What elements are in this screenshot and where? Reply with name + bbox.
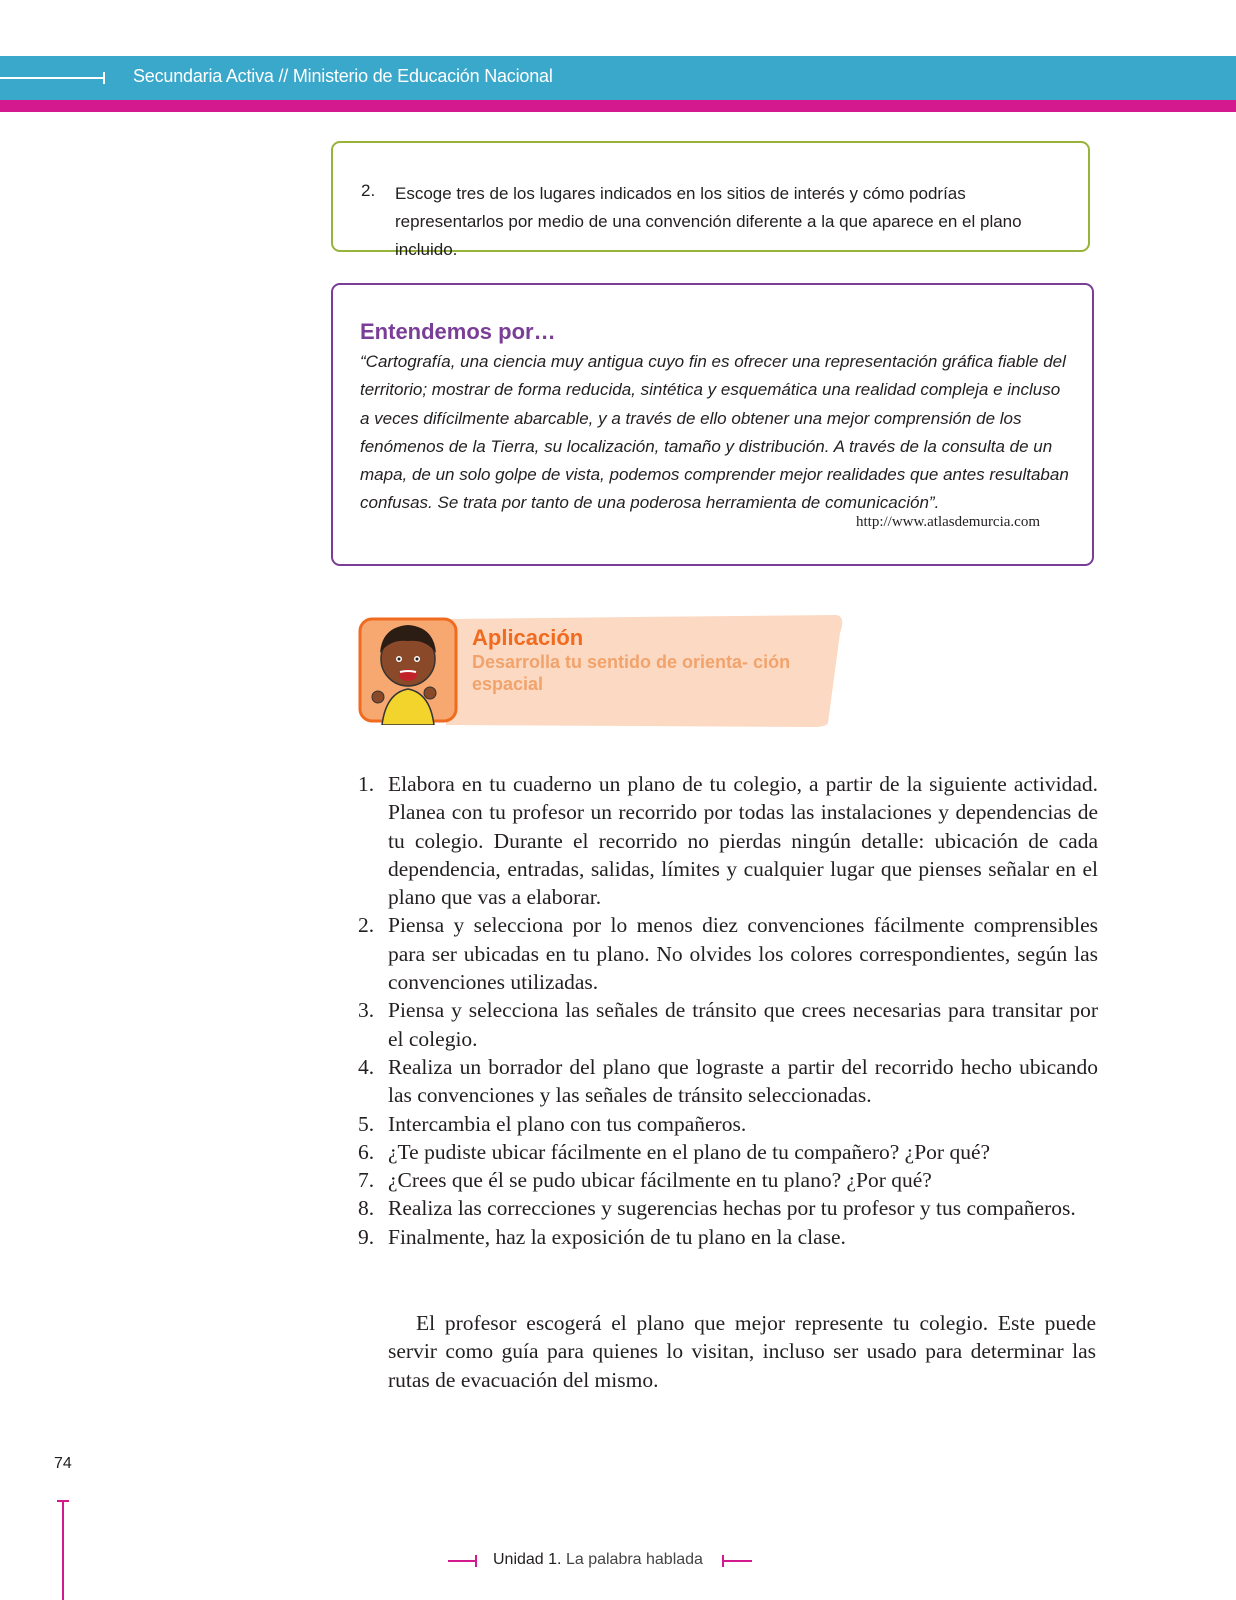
- list-item-text: Piensa y selecciona las señales de tránsito que crees necesarias para transitar por el colegio.: [388, 998, 1098, 1051]
- list-item: [358, 1138, 1098, 1166]
- list-item-text: Realiza las correcciones y sugerencias hechas por tu profesor y tus compañeros.: [388, 1196, 1076, 1221]
- definition-source: http://www.atlasdemurcia.com: [856, 514, 1040, 530]
- definition-quote: “Cartografía, una ciencia muy antigua cuyo fin es ofrecer una representación gráfica fiable del territorio; mostrar de forma reducida, sintética y esquemática una realidad compleja e incluso a veces difícilmente abarcable, y a través de ello obtener una mejor comprensión de los fenómenos de la Tierra, su localización, tamaño y distribución. A través de la consulta de un mapa, de un solo golpe de vista, podemos comprender mejor realidades que antes resultaban confusas. Se trata por tanto de una poderosa herramienta de comunicación”.: [360, 352, 1069, 513]
- activity-box: [331, 141, 1090, 259]
- list-item-number: 6.: [358, 1139, 375, 1164]
- list-item: [358, 911, 1098, 996]
- list-item-number: 5.: [358, 1111, 375, 1136]
- list-item-text: ¿Crees que él se pudo ubicar fácilmente en tu plano? ¿Por qué?: [388, 1168, 932, 1193]
- application-title: Aplicación: [472, 625, 584, 650]
- footer-vertical-tick: [57, 1500, 69, 1502]
- list-item-number: 1.: [358, 772, 375, 796]
- list-item-number: 4.: [358, 1054, 375, 1079]
- list-item-number: 7.: [358, 1168, 375, 1193]
- page-number: 74: [54, 1455, 72, 1472]
- footer-unit-title: La palabra hablada: [561, 1551, 703, 1568]
- footer-left-rule: [448, 1560, 476, 1562]
- list-item-number: 8.: [358, 1196, 375, 1221]
- definition-title: Entendemos por…: [360, 319, 556, 344]
- header-accent-stripe: [0, 100, 1236, 112]
- header-rule-tick: [103, 72, 105, 84]
- list-item: [358, 1110, 1098, 1138]
- steps-list: [358, 770, 1098, 1251]
- list-item-text: ¿Te pudiste ubicar fácilmente en el plano de tu compañero? ¿Por qué?: [388, 1139, 991, 1164]
- list-item-number: 2.: [358, 913, 375, 938]
- footer-right-tick: [722, 1555, 724, 1567]
- activity-number: 2.: [361, 181, 376, 200]
- list-item-number: 3.: [358, 998, 375, 1023]
- footer-vertical-rule: [62, 1500, 64, 1600]
- footer-unit-label: [493, 1551, 703, 1569]
- header-rule: [0, 77, 104, 79]
- closing-paragraph: El profesor escogerá el plano que mejor represente tu colegio. Este puede servir como guía para quienes lo visitan, incluso ser usado para determinar las rutas de evacuación del mismo.: [388, 1311, 1096, 1392]
- list-item-number: 9.: [358, 1224, 375, 1249]
- application-banner: [358, 613, 844, 729]
- list-item-text: Finalmente, haz la exposición de tu plano en la clase.: [388, 1224, 846, 1249]
- header-title: Secundaria Activa // Ministerio de Educación Nacional: [133, 66, 553, 86]
- footer-left-tick: [475, 1555, 477, 1567]
- list-item-text: Realiza un borrador del plano que lograste a partir del recorrido hecho ubicando las convenciones y las señales de tránsito seleccionadas.: [388, 1054, 1098, 1108]
- list-item-text: Piensa y selecciona por lo menos diez convenciones fácilmente comprensibles para ser ubicadas en tu plano. No olvides los colores correspondientes, según las convenciones utilizadas.: [388, 913, 1098, 995]
- list-item: [358, 1194, 1098, 1222]
- definition-box: [331, 283, 1094, 566]
- list-item: [358, 996, 1098, 1053]
- list-item: [358, 770, 1098, 911]
- footer-unit: Unidad 1.: [493, 1551, 562, 1568]
- list-item-text: Elabora en tu cuaderno un plano de tu colegio, a partir de la siguiente actividad. Planea con tu profesor un recorrido por todas las instalaciones y dependencias de tu colegio. Durante el recorrido no pierdas ningún detalle: ubicación de cada dependencia, entradas, salidas, límites y cualquier lugar que pienses señalar en el plano que vas a elaborar.: [388, 772, 1098, 910]
- list-item: [358, 1166, 1098, 1194]
- footer-right-rule: [722, 1560, 752, 1562]
- list-item: [358, 1223, 1098, 1251]
- application-subtitle: Desarrolla tu sentido de orienta- ción espacial: [472, 652, 791, 694]
- activity-text: Escoge tres de los lugares indicados en los sitios de interés y cómo podrías representarlos por medio de una convención diferente a la que aparece en el plano incluido.: [395, 184, 1022, 259]
- list-item: [358, 1053, 1098, 1110]
- student-character-icon: [360, 615, 456, 725]
- list-item-text: Intercambia el plano con tus compañeros.: [388, 1111, 747, 1136]
